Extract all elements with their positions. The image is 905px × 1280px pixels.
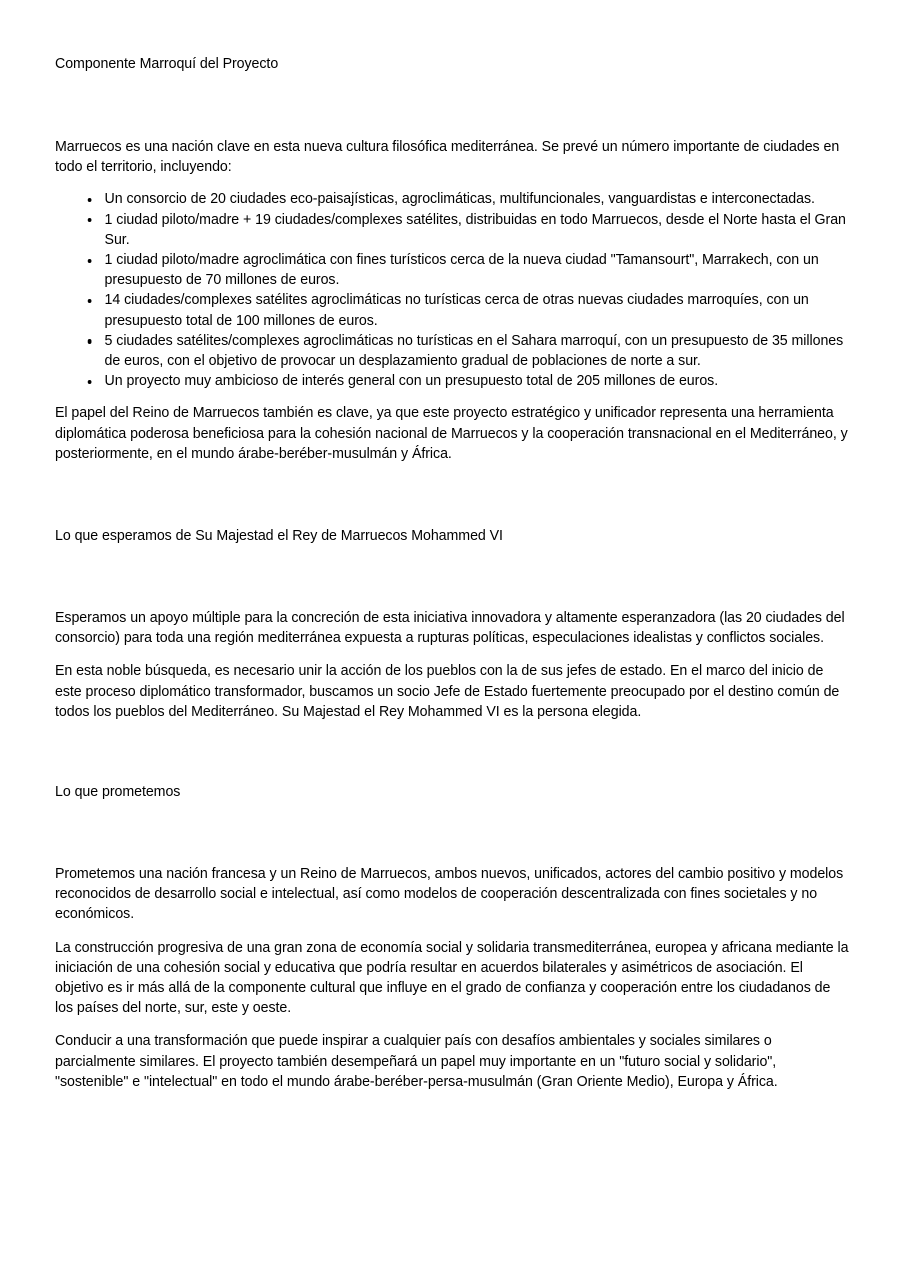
paragraph-king-1: Esperamos un apoyo múltiple para la concreción de esta iniciativa innovadora y altamente esperanzadora (las 20 ciudades del consorcio) para toda una región mediterránea expuesta a rupturas políticas, especulaciones idealistas y conflictos sociales. <box>55 609 845 647</box>
document-title: Componente Marroquí del Proyecto <box>55 55 279 72</box>
spacer-king-paragraphs <box>55 648 851 661</box>
intro-paragraph: Marruecos es una nación clave en esta nueva cultura filosófica mediterránea. Se prevé un número importante de ciudades en todo el territorio, incluyendo: <box>55 138 840 176</box>
spacer-after-list <box>55 391 851 403</box>
list-item: 1 ciudad piloto/madre + 19 ciudades/complexes satélites, distribuidas en todo Marruecos, desde el Norte hasta el Gran Sur. <box>55 210 851 250</box>
city-bullet-list <box>55 189 851 391</box>
spacer-promise-1-2 <box>55 925 851 938</box>
paragraph-promise-2: La construcción progresiva de una gran zona de economía social y solidaria transmediterránea, europea y africana mediante la iniciación de una cohesión social y educativa que podría resultar en acuerdos bilaterales y asimétricos de asociación. El objetivo es ir más allá de la componente cultural que influye en el grado de confianza y cooperación entre los ciudadanos de los países del norte, sur, este y oeste. <box>55 938 849 1017</box>
spacer-before-promise-heading <box>55 722 851 782</box>
section-heading-promise: Lo que prometemos <box>55 783 181 801</box>
list-item: 1 ciudad piloto/madre agroclimática con fines turísticos cerca de la nueva ciudad "Tamansourt", Marrakech, con un presupuesto de 70 millones de euros. <box>55 250 851 290</box>
spacer-promise-2-3 <box>55 1018 851 1031</box>
list-item: 5 ciudades satélites/complexes agroclimáticas no turísticas en el Sahara marroquí, con un presupuesto de 35 millones de euros, con el objetivo de provocar un desplazamiento gradual de poblaciones de norte a sur. <box>55 331 851 371</box>
list-item: Un proyecto muy ambicioso de interés general con un presupuesto total de 205 millones de euros. <box>55 371 851 391</box>
spacer-before-list <box>55 177 851 189</box>
paragraph-promise-1: Prometemos una nación francesa y un Reino de Marruecos, ambos nuevos, unificados, actores del cambio positivo y modelos reconocidos de desarrollo social e intelectual, así como modelos de cooperación descentralizada con fines societales y no económicos. <box>55 865 844 923</box>
section-heading-king: Lo que esperamos de Su Majestad el Rey de Marruecos Mohammed VI <box>55 527 503 545</box>
spacer-before-king-heading <box>55 464 851 526</box>
spacer-after-promise-heading <box>55 802 851 864</box>
paragraph-role-of-morocco: El papel del Reino de Marruecos también es clave, ya que este proyecto estratégico y unificador representa una herramienta diplomática poderosa beneficiosa para la cohesión nacional de Marruecos y la cooperación transnacional en el Mediterráneo, y posteriormente, en el mundo árabe-beréber-musulmán y África. <box>55 404 848 462</box>
spacer-after-king-heading <box>55 546 851 608</box>
list-item: 14 ciudades/complexes satélites agroclimáticas no turísticas cerca de otras nuevas ciudades marroquíes, con un presupuesto total de 100 millones de euros. <box>55 290 851 330</box>
paragraph-promise-3: Conducir a una transformación que puede inspirar a cualquier país con desafíos ambientales y sociales similares o parcialmente similares. El proyecto también desempeñará un papel muy importante en un "futuro social y solidario", "sostenible" e "intelectual" en todo el mundo árabe-beréber-persa-musulmán (Gran Oriente Medio), Europa y África. <box>55 1032 778 1090</box>
spacer-after-title <box>55 74 851 137</box>
paragraph-king-2: En esta noble búsqueda, es necesario unir la acción de los pueblos con la de sus jefes de estado. En el marco del inicio de este proceso diplomático transformador, buscamos un socio Jefe de Estado fuertemente preocupado por el destino común de todos los pueblos del Mediterráneo. Su Majestad el Rey Mohammed VI es la persona elegida. <box>55 662 840 720</box>
document-body <box>55 0 851 1092</box>
list-item: Un consorcio de 20 ciudades eco-paisajísticas, agroclimáticas, multifuncionales, vanguardistas e interconectadas. <box>55 189 851 209</box>
